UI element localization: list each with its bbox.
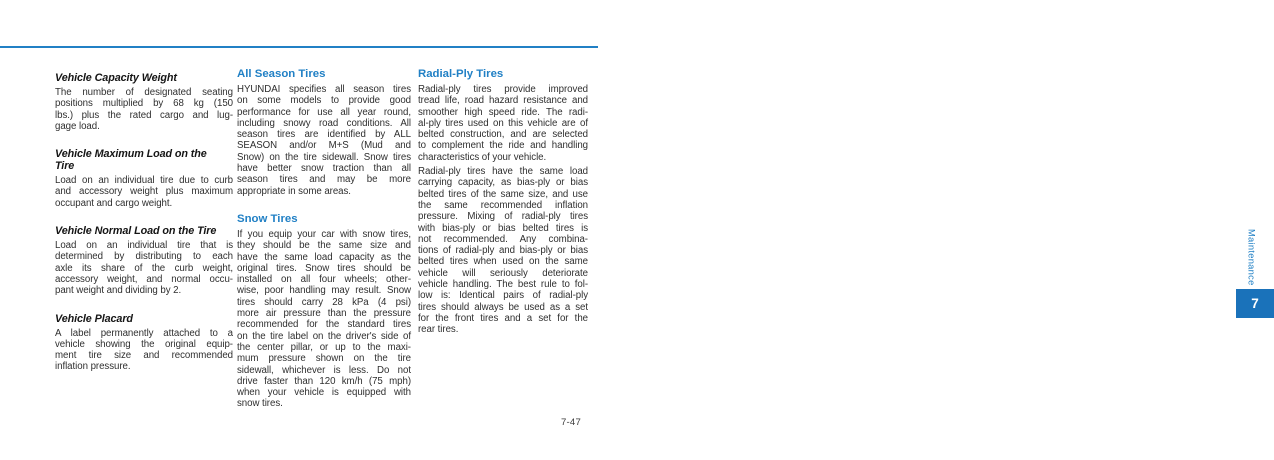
text-line: ment tire size and recommended bbox=[55, 350, 233, 362]
text-line: lbs.) plus the rated cargo and lug- bbox=[55, 109, 233, 121]
text-line: drive faster than 120 km/h (75 mph) bbox=[237, 375, 411, 387]
section-heading bbox=[55, 225, 233, 237]
section bbox=[55, 148, 233, 209]
section-heading bbox=[237, 67, 411, 81]
heading-line: Vehicle Normal Load on the Tire bbox=[55, 225, 217, 238]
text-line: HYUNDAI specifies all season tires bbox=[237, 84, 411, 95]
section-heading bbox=[55, 313, 233, 325]
text-line: carrying capacity, as bias-ply or bias bbox=[418, 177, 588, 189]
text-column bbox=[55, 67, 233, 373]
text-line: SEASON and/or M+S (Mud and bbox=[237, 140, 411, 152]
section bbox=[418, 67, 588, 336]
text-column bbox=[418, 67, 588, 336]
text-line: the same recommended inflation bbox=[418, 199, 588, 211]
text-line: determined by distributing to each bbox=[55, 251, 233, 263]
heading-line: Vehicle Maximum Load on the bbox=[55, 148, 207, 161]
text-line: Load on an individual tire due to curb bbox=[55, 175, 233, 187]
text-line: performance for use all year round, bbox=[237, 106, 411, 118]
text-line: characteristics of your vehicle. bbox=[418, 151, 547, 163]
text-line: tread life, road hazard resistance and bbox=[418, 95, 588, 107]
text-line: tires should always be used as a set bbox=[418, 301, 588, 313]
text-line: rear tires. bbox=[418, 324, 459, 336]
paragraph bbox=[55, 240, 233, 296]
text-line: tions of radial-ply and bias-ply or bias bbox=[418, 245, 588, 257]
text-line: have the same load capacity as the bbox=[237, 251, 411, 263]
text-line: Radial-ply tires have the same load bbox=[418, 166, 588, 178]
section bbox=[55, 313, 233, 373]
text-line: belted construction, and are selected bbox=[418, 129, 588, 141]
text-line: If you equip your car with snow tires, bbox=[237, 228, 411, 240]
text-line: belted tires of the same size, and use bbox=[418, 188, 588, 200]
text-line: pant weight and dividing by 2. bbox=[55, 285, 182, 297]
section-heading bbox=[55, 72, 233, 84]
heading-line: Vehicle Capacity Weight bbox=[55, 72, 177, 84]
text-line: sidewall, whichever is less. Do not bbox=[237, 364, 411, 376]
text-line: not recommended. Any combina- bbox=[418, 233, 588, 245]
text-line: al-ply tires used on this vehicle are of bbox=[418, 117, 588, 129]
text-line: more air pressure than the pressure bbox=[237, 308, 411, 320]
section bbox=[237, 212, 411, 410]
text-line: low is: Identical pairs of radial-ply bbox=[418, 290, 588, 302]
text-line: inflation pressure. bbox=[55, 361, 131, 373]
paragraph bbox=[237, 229, 411, 410]
text-line: gage load. bbox=[55, 120, 100, 132]
text-line: vehicle handling. The best rule to fol- bbox=[418, 279, 588, 291]
chapter-number-badge: 7 bbox=[1236, 289, 1274, 318]
heading-line: Vehicle Placard bbox=[55, 312, 133, 325]
chapter-tab-label: Maintenance bbox=[1246, 228, 1257, 286]
text-line: smoother high speed ride. The radi- bbox=[418, 106, 588, 118]
text-line: season tires and may be more bbox=[237, 174, 411, 186]
text-line: to complement the ride and handling bbox=[418, 140, 588, 152]
section-heading bbox=[237, 212, 411, 226]
paragraph bbox=[418, 84, 588, 163]
text-line: accessory weight, and normal occu- bbox=[55, 273, 233, 285]
section bbox=[55, 225, 233, 296]
paragraph bbox=[237, 84, 411, 197]
text-line: Snow) on the tire sidewall. Snow tires bbox=[237, 151, 411, 163]
heading-line: Tire bbox=[55, 160, 75, 173]
text-line: the center pillar, or up to the maxi- bbox=[237, 341, 411, 353]
text-line: have better snow traction than all bbox=[237, 163, 411, 175]
text-line: when your vehicle is equipped with bbox=[237, 387, 411, 399]
text-line: Load on an individual tire that is bbox=[55, 240, 233, 252]
text-line: vehicle will seriously deteriorate bbox=[418, 267, 588, 279]
text-line: on some models to provide good bbox=[237, 95, 411, 107]
text-line: installed on all four wheels; other- bbox=[237, 274, 411, 286]
text-line: positions multiplied by 68 kg (150 bbox=[55, 98, 233, 110]
section bbox=[237, 67, 411, 197]
text-line: including snowy road conditions. All bbox=[237, 117, 411, 129]
paragraph bbox=[418, 166, 588, 335]
heading-line: Radial-Ply Tires bbox=[418, 68, 504, 80]
paragraph bbox=[55, 328, 233, 373]
content-columns bbox=[0, 67, 640, 447]
section-heading bbox=[55, 148, 233, 172]
text-line: they should be the same size and bbox=[237, 240, 411, 252]
text-line: tires should carry 28 kPa (4 psi) bbox=[237, 296, 411, 308]
heading-line: Snow Tires bbox=[237, 212, 298, 225]
text-line: axle its share of the curb weight, bbox=[55, 262, 233, 274]
text-line: on the tire label on the driver's side of bbox=[237, 330, 411, 342]
text-line: season tires are identified by ALL bbox=[237, 129, 411, 141]
text-line: A label permanently attached to a bbox=[55, 327, 233, 339]
text-column bbox=[237, 67, 411, 410]
text-line: original tires. Snow tires should be bbox=[237, 262, 411, 274]
text-line: for the front tires and a set for the bbox=[418, 312, 588, 324]
heading-line: All Season Tires bbox=[237, 68, 326, 80]
text-line: with bias-ply or bias belted tires is bbox=[418, 222, 588, 234]
paragraph bbox=[55, 175, 233, 209]
text-line: recommended for the standard tires bbox=[237, 319, 411, 331]
text-line: pressure. Mixing of radial-ply tires bbox=[418, 211, 588, 223]
section-heading bbox=[418, 67, 588, 81]
text-line: wise, poor handling may result. Snow bbox=[237, 285, 411, 297]
text-line: occupant and cargo weight. bbox=[55, 197, 173, 209]
text-line: appropriate in some areas. bbox=[237, 185, 351, 197]
text-line: snow tires. bbox=[237, 398, 283, 410]
page-number: 7-47 bbox=[561, 417, 582, 428]
text-line: mum pressure shown on the tire bbox=[237, 353, 411, 365]
header-rule bbox=[0, 46, 598, 48]
section bbox=[55, 72, 233, 132]
text-line: The number of designated seating bbox=[55, 87, 233, 98]
text-line: belted tires when used on the same bbox=[418, 256, 588, 268]
text-line: vehicle showing the original equip- bbox=[55, 338, 233, 350]
text-line: and accessory weight plus maximum bbox=[55, 186, 233, 198]
text-line: Radial-ply tires provide improved bbox=[418, 84, 588, 95]
paragraph bbox=[55, 87, 233, 132]
